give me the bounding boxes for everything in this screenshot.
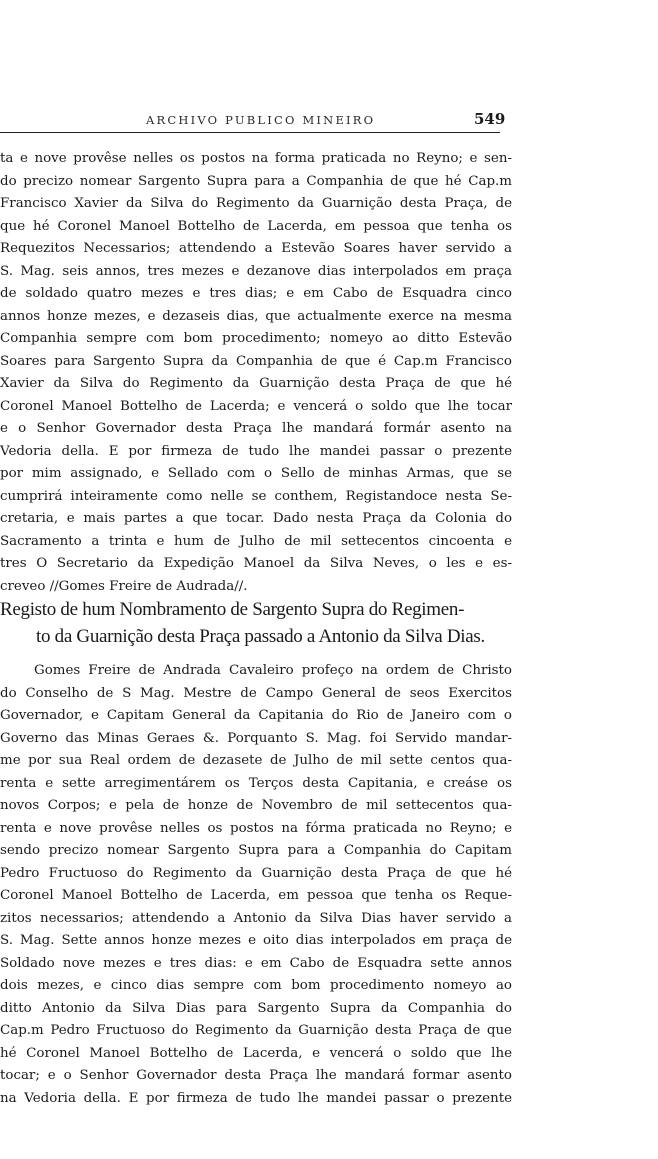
text-line: sendo precizo nomear Sargento Supra para a Companhia do Capitam xyxy=(0,843,512,858)
text-line: Pedro Fructuoso do Regimento da Guarnição desta Praça de que hé xyxy=(0,865,512,881)
running-title: ARCHIVO PUBLICO MINEIRO xyxy=(146,113,376,127)
text-line: tocar; e o Senhor Governador desta Praça lhe mandará formar asento xyxy=(0,1068,512,1083)
text-line: hé Coronel Manoel Bottelho de Lacerda, e vencerá o soldo que lhe xyxy=(0,1045,512,1061)
text-line: Sacramento a trinta e hum de Julho de mil settecentos cincoenta e xyxy=(0,533,512,549)
text-line: dois mezes, e cinco dias sempre com bom procedimento nomeyo ao xyxy=(0,978,512,993)
text-line: novos Corpos; e pela de honze de Novembro de mil settecentos qua- xyxy=(0,798,512,813)
header-rule xyxy=(0,132,500,133)
text-line: do precizo nomear Sargento Supra para a Companhia de que hé Cap.m xyxy=(0,173,512,189)
text-line: ta e nove provêse nelles os postos na forma praticada no Reyno; e sen- xyxy=(0,151,512,166)
text-line: renta e sette arregimentárem os Terços desta Capitania, e creáse os xyxy=(0,775,512,791)
text-line: Companhia sempre com bom procedimento; nomeyo ao ditto Estevão xyxy=(0,331,512,346)
text-line: ditto Antonio da Silva Dias para Sargento Supra da Companhia do xyxy=(0,1000,512,1016)
text-line: por mim assignado, e Sellado com o Sello de minhas Armas, que se xyxy=(0,466,512,481)
text-line: me por sua Real ordem de dezasete de Julho de mil sette centos qua- xyxy=(0,753,512,768)
text-line: Gomes Freire de Andrada Cavaleiro profeço na ordem de Christo xyxy=(34,663,512,678)
text-line: creveo //Gomes Freire de Audrada//. xyxy=(0,578,248,594)
text-line: e o Senhor Governador desta Praça lhe mandará formár asento na xyxy=(0,421,512,436)
text-line: cretaria, e mais partes a que tocar. Dado nesta Praça da Colonia do xyxy=(0,511,512,526)
text-line: Vedoria della. E por firmeza de tudo lhe mandei passar o prezente xyxy=(0,443,512,459)
heading-line: Registo de hum Nombramento de Sargento Supra do Regimen- xyxy=(0,599,465,620)
text-line: S. Mag. Sette annos honze mezes e oito dias interpolados em praça de xyxy=(0,933,512,948)
paragraph-body xyxy=(0,660,512,1110)
page-number: 549 xyxy=(474,110,506,128)
heading-line: to da Guarnição desta Praça passado a Antonio da Silva Dias. xyxy=(36,626,485,647)
text-line: que hé Coronel Manoel Bottelho de Lacerda, em pessoa que tenha os xyxy=(0,218,512,234)
section-heading xyxy=(0,596,520,650)
text-line: zitos necessarios; attendendo a Antonio da Silva Dias haver servido a xyxy=(0,910,512,926)
text-line: tres O Secretario da Expedição Manoel da Silva Neves, o les e es- xyxy=(0,556,512,571)
text-line: cumprirá inteiramente como nelle se conthem, Registandoce nesta Se- xyxy=(0,488,512,504)
text-line: renta e nove provêse nelles os postos na fórma praticada no Reyno; e xyxy=(0,820,512,836)
text-line: Soares para Sargento Supra da Companhia de que é Cap.m Francisco xyxy=(0,353,512,369)
text-line: Governador, e Capitam General da Capitania do Rio de Janeiro com o xyxy=(0,708,512,723)
running-head xyxy=(0,110,600,132)
text-line: Francisco Xavier da Silva do Regimento da Guarnição desta Praça, de xyxy=(0,196,512,211)
paragraph-continuation xyxy=(0,148,512,598)
text-line: Soldado nove mezes e tres dias: e em Cabo de Esquadra sette annos xyxy=(0,955,512,971)
text-line: Requezitos Necessarios; attendendo a Estevão Soares haver servido a xyxy=(0,241,512,256)
text-line: S. Mag. seis annos, tres mezes e dezanove dias interpolados em praça xyxy=(0,263,512,279)
text-line: Xavier da Silva do Regimento da Guarnição desta Praça de que hé xyxy=(0,376,512,391)
text-line: Cap.m Pedro Fructuoso do Regimento da Guarnição desta Praça de que xyxy=(0,1023,512,1038)
text-line: Coronel Manoel Bottelho de Lacerda, em pessoa que tenha os Reque- xyxy=(0,888,512,903)
text-line: na Vedoria della. E por firmeza de tudo lhe mandei passar o prezente xyxy=(0,1090,512,1106)
text-line: annos honze mezes, e dezaseis dias, que actualmente exerce na mesma xyxy=(0,308,512,324)
text-line: Coronel Manoel Bottelho de Lacerda; e vencerá o soldo que lhe tocar xyxy=(0,398,512,414)
text-line: do Conselho de S Mag. Mestre de Campo General de seos Exercitos xyxy=(0,685,512,701)
text-line: Governo das Minas Geraes &. Porquanto S. Mag. foi Servido mandar- xyxy=(0,730,512,746)
text-line: de soldado quatro mezes e tres dias; e em Cabo de Esquadra cinco xyxy=(0,286,512,301)
